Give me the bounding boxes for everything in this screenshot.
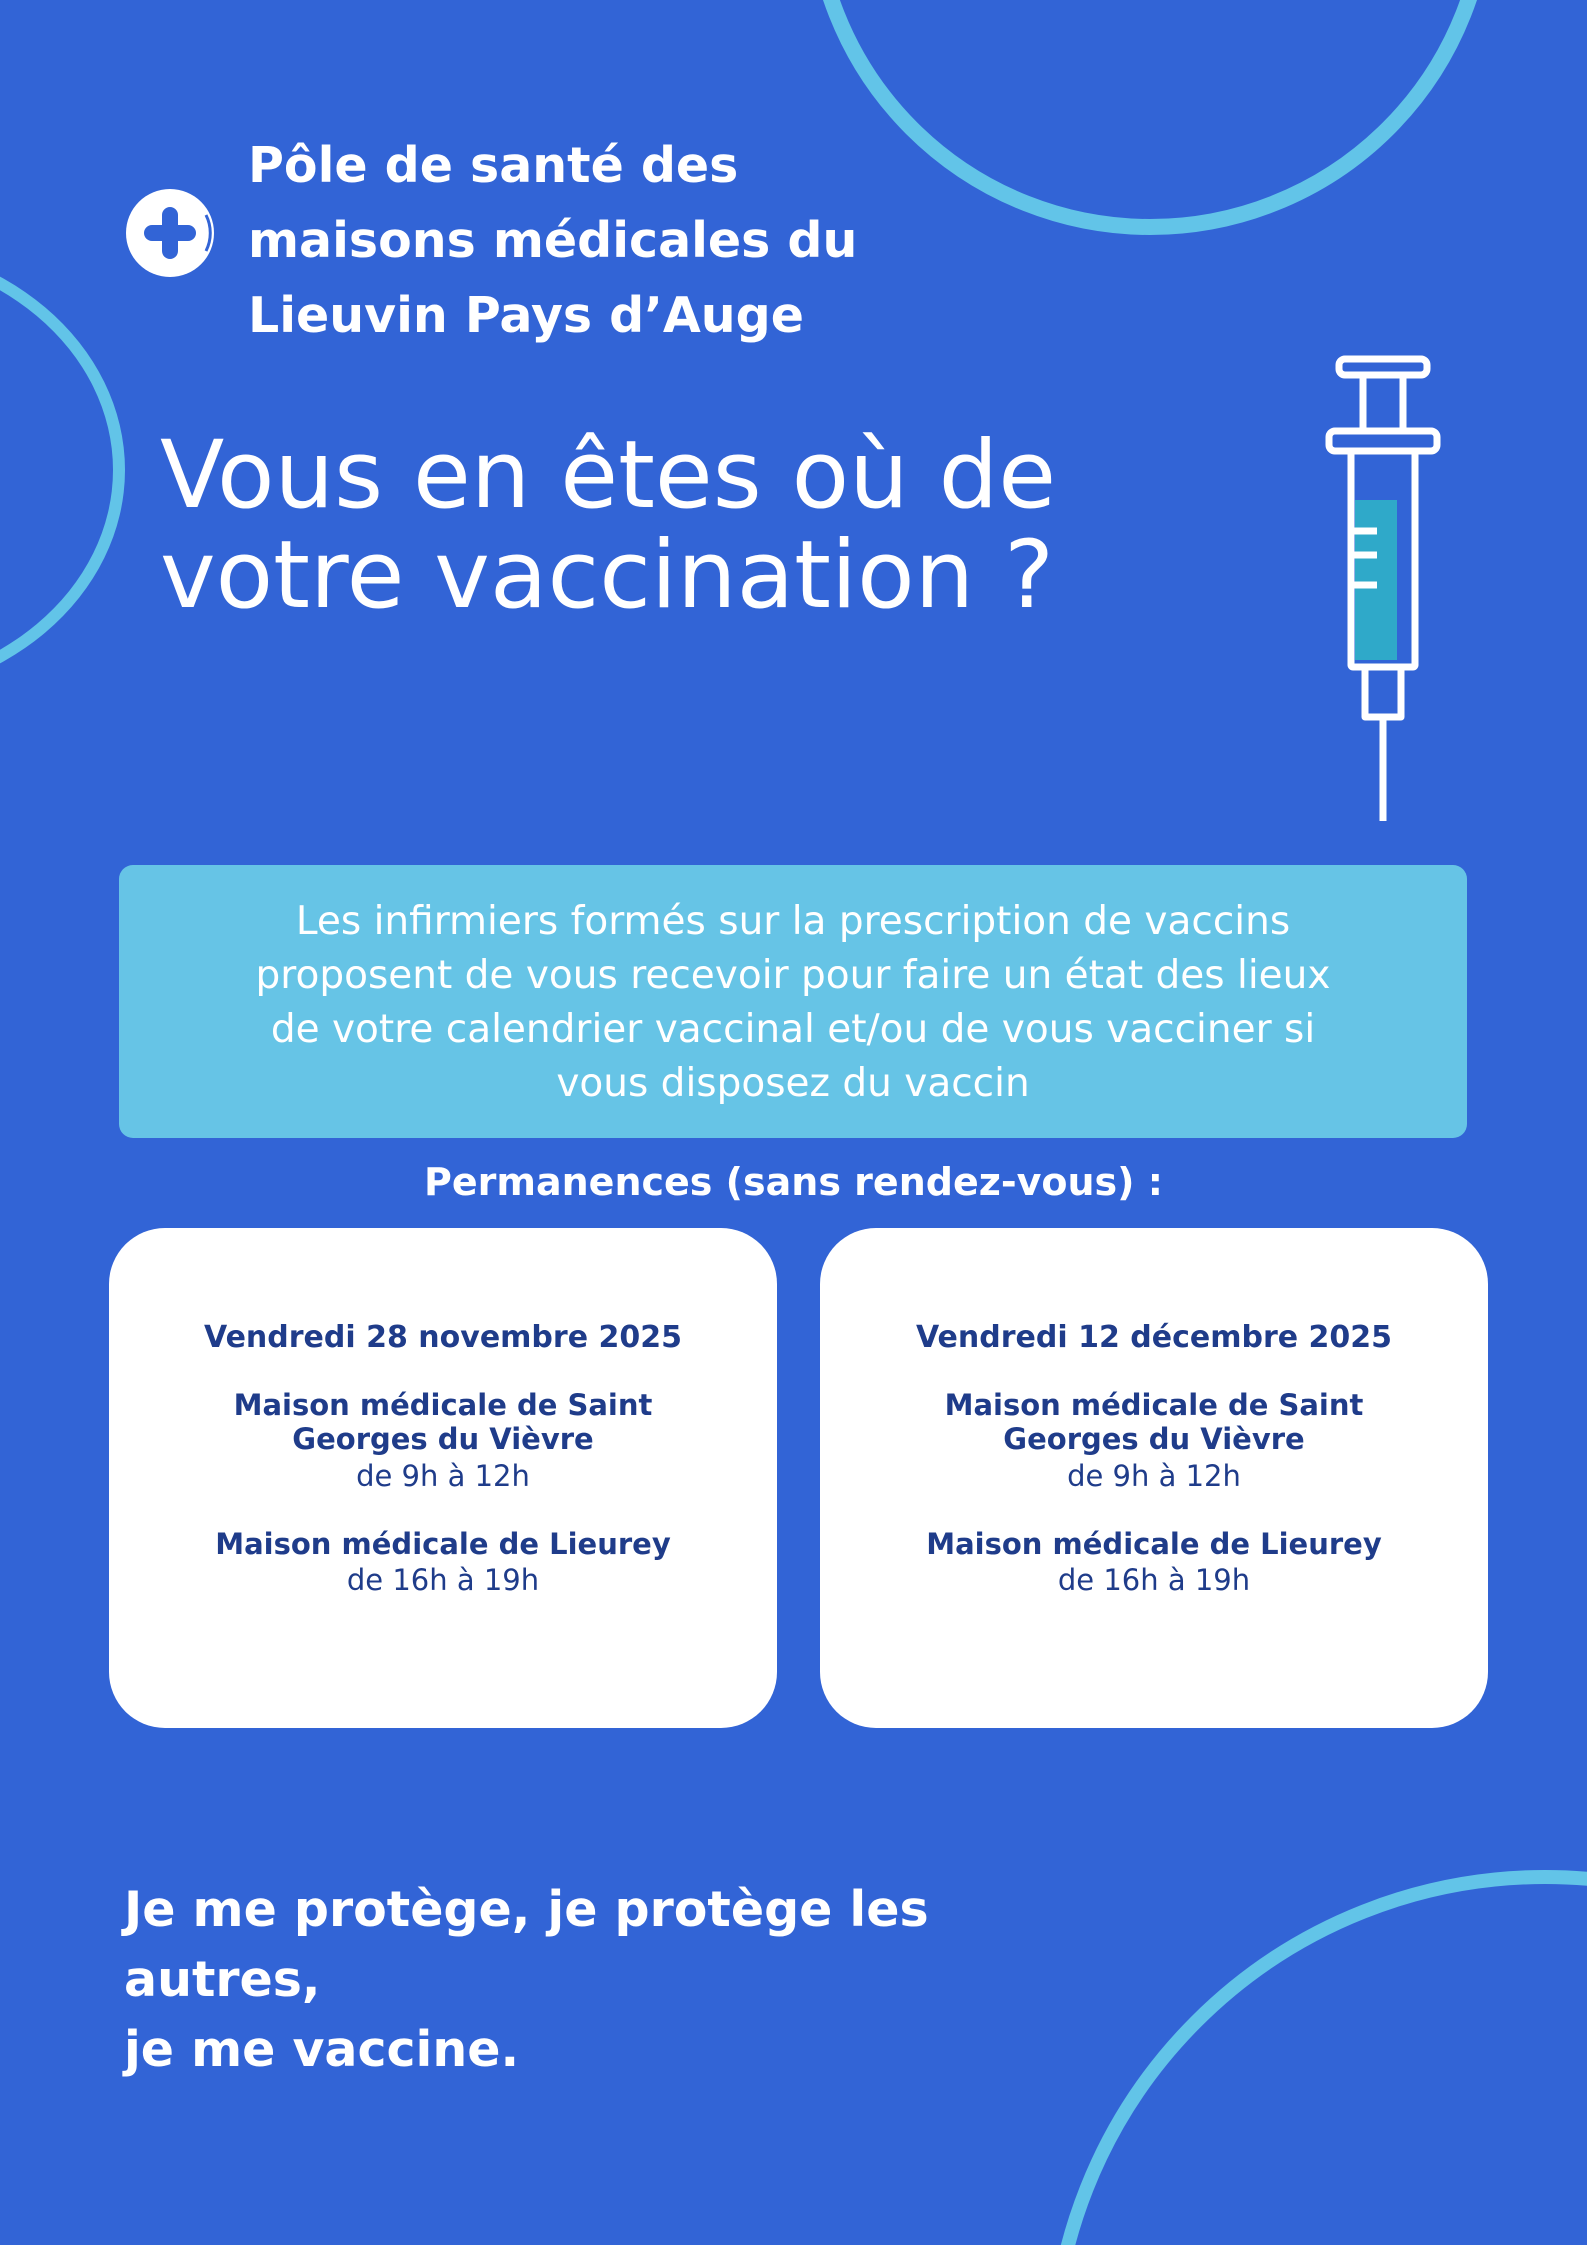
- session-date: Vendredi 28 novembre 2025: [204, 1320, 682, 1355]
- slogan: [124, 1875, 1124, 2085]
- session-hours: de 16h à 19h: [1057, 1563, 1251, 1597]
- session-location: Maison médicale de Lieurey: [926, 1527, 1382, 1561]
- session-card: [109, 1228, 777, 1728]
- info-box: [119, 865, 1467, 1138]
- permanences-title: Permanences (sans rendez-vous) :: [424, 1160, 1163, 1204]
- plus-cross-icon: [124, 185, 220, 281]
- session-hours: de 16h à 19h: [346, 1563, 540, 1597]
- session-card: [820, 1228, 1488, 1728]
- session-date: Vendredi 12 décembre 2025: [915, 1320, 1393, 1355]
- info-text: Les infirmiers formés sur la prescription de vaccins proposent de vous recevoir pour faire un état des lieux de votre calendrier vaccinal et/ou de vous vacciner si vous disposez du vaccin: [255, 899, 1331, 1106]
- decorative-circle-bottom-right: [1045, 1870, 1587, 2245]
- organization-name: Pôle de santé des maisons médicales du Lieuvin Pays d’Auge: [248, 137, 858, 344]
- slogan-line-1: Je me protège, je protège les autres,: [124, 1881, 929, 2008]
- session-hours: de 9h à 12h: [356, 1459, 530, 1493]
- syringe-icon: [1325, 355, 1445, 825]
- session-location: Maison médicale de Saint Georges du Vièvre: [233, 1388, 653, 1456]
- slogan-line-2: je me vaccine.: [124, 2021, 520, 2078]
- page-headline: Vous en êtes où de votre vaccination ?: [160, 421, 1057, 630]
- session-location: Maison médicale de Saint Georges du Vièvre: [944, 1388, 1364, 1456]
- session-hours: de 9h à 12h: [1067, 1459, 1241, 1493]
- session-location: Maison médicale de Lieurey: [215, 1527, 671, 1561]
- decorative-circle-left: [0, 240, 125, 700]
